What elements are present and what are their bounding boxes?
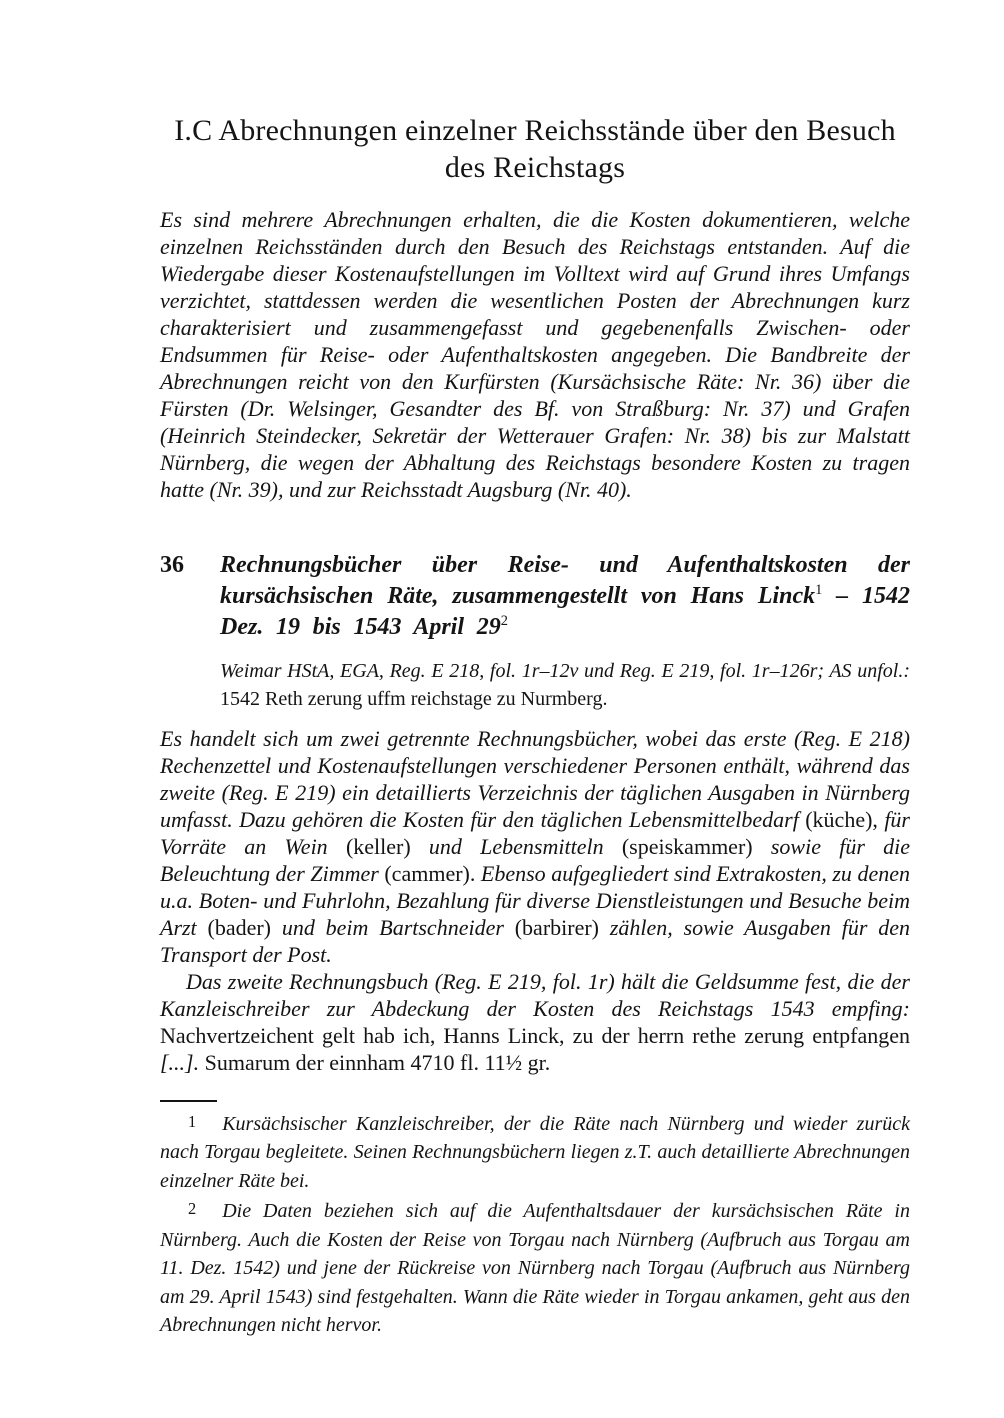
footnote-text: Kursächsischer Kanzleischreiber, der die Räte nach Nürnberg und wieder zurück nach Torgau begleitete. Seinen Rechnungsbüchern liegen z.T. auch detaillierte Abrechnungen einzelner Räte bei. (160, 1112, 910, 1192)
text-run: (küche), (805, 807, 878, 832)
page-title: I.C Abrechnungen einzelner Reichsstände über den Besuch des Reichstags (174, 114, 896, 184)
text-run: (keller) (345, 834, 411, 859)
entry-title-dates: – 1542 Dez. 19 bis 1543 April 29 (220, 583, 910, 640)
footnote-number: 2 (188, 1199, 197, 1219)
text-run: und beim Bartschneider (271, 915, 515, 940)
intro-paragraph: Es sind mehrere Abrechnungen erhalten, die die Kosten dokumentieren, welche einzelnen Reichsständen durch den Besuch des Reichstags entstanden. Auf die Wiedergabe dieser Kostenaufstellungen im Volltext wird auf Grund ihres Umfangs verzichtet, stattdessen werden die wesentlichen Posten der Abrechnungen kurz charakterisiert und zusammengefasst und gegebenenfalls Zwischen- oder Endsummen für Reise- oder Aufenthaltskosten angegeben. Die Bandbreite der Abrechnungen reicht von den Kurfürsten (Kursächsische Räte: Nr. 36) über die Fürsten (Dr. Welsinger, Gesandter des Bf. von Straßburg: Nr. 37) und Grafen (Heinrich Steindecker, Sekretär der Wetterauer Grafen: Nr. 38) bis zur Malstatt Nürnberg, die wegen der Abhaltung des Reichstags besondere Kosten zu tragen hatte (Nr. 39), und zur Reichsstadt Augsburg (Nr. 40). (160, 207, 910, 502)
footnote-number: 1 (188, 1112, 197, 1131)
footnote-marker-1: 1 (815, 582, 823, 598)
source-citation (220, 657, 910, 713)
text-run: [...]. (160, 1050, 205, 1075)
text-run: sowie für die Beleuchtung der Zimmer (160, 834, 911, 886)
footnote-2 (160, 1195, 910, 1339)
text-run: und Lebensmitteln (410, 834, 622, 859)
footnote-marker-2: 2 (500, 613, 508, 629)
text-run: Sumarum der einnham 4710 fl. 11½ gr. (204, 1050, 551, 1075)
text-run: Nachvertzeichent gelt hab ich, Hanns Linck, zu der herrn rethe zerung entpfangen (160, 1023, 910, 1048)
entry-title (220, 550, 910, 643)
text-run: (speiskammer) (621, 834, 753, 859)
text-run: (cammer). (384, 861, 476, 886)
text-run: für Vorräte an Wein (160, 807, 910, 859)
footnote-block (160, 1100, 910, 1340)
original-document-title: 1542 Reth zerung uffm reichstage zu Nurmberg. (220, 688, 608, 710)
footnote-1 (160, 1108, 910, 1195)
description-paragraph-2 (160, 968, 910, 1076)
text-run: Ebenso aufgegliedert sind Extrakosten, zu denen u.a. Boten- und Fuhrlohn, Bezahlung für diverse Dienstleistungen und Besuche beim Arzt (160, 861, 911, 940)
text-run: zählen, sowie Ausgaben für den Transport der Post. (160, 915, 910, 967)
text-run: Es handelt sich um zwei getrennte Rechnungsbücher, wobei das erste (Reg. E 218) Rechenzettel und Kostenaufstellungen verschiedener Personen enthält, während das zweite (Reg. E 219) ein detaillierts Verzeichnis der täglichen Ausgaben in Nürnberg umfasst. Dazu gehören die Kosten für den täglichen Lebensmittelbedarf (160, 726, 910, 832)
entry-title-text: Rechnungsbücher über Reise- und Aufenthaltskosten der kursächsischen Räte, zusammengestellt von Hans Linck (220, 552, 910, 609)
text-run: (barbirer) (514, 915, 600, 940)
entry-36 (160, 550, 910, 643)
description-paragraph-1 (160, 725, 910, 968)
text-run: Das zweite Rechnungsbuch (Reg. E 219, fol. 1r) hält die Geldsumme fest, die der Kanzleischreiber zur Abdeckung der Kosten des Reichstags 1543 empfing: (160, 969, 910, 1021)
text-run: (bader) (207, 915, 272, 940)
entry-number: 36 (160, 552, 184, 578)
footnote-text: Die Daten beziehen sich auf die Aufenthaltsdauer der kursächsischen Räte in Nürnberg. Auch die Kosten der Reise von Torgau nach Nürnberg (Aufbruch aus Torgau am 11. Dez. 1542) und jene der Rückreise von Nürnberg nach Torgau (Aufbruch aus Nürnberg am 29. April 1543) sind festgehalten. Wann die Räte wieder in Torgau ankamen, geht aus den Abrechnungen nicht hervor. (160, 1200, 910, 1337)
archive-reference: Weimar HStA, EGA, Reg. E 218, fol. 1r–12v und Reg. E 219, fol. 1r–126r; AS unfol.: (220, 660, 910, 682)
footnote-divider (160, 1100, 217, 1102)
